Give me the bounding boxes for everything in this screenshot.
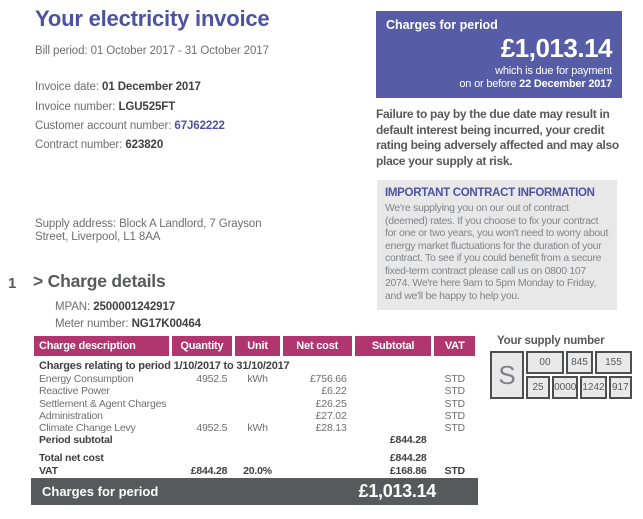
charge-details-heading: > Charge details <box>33 271 166 291</box>
col-vat: VAT <box>434 336 475 356</box>
col-net-cost: Net cost <box>283 336 352 356</box>
subtotal <box>355 385 432 397</box>
supply-number-grid <box>526 351 632 399</box>
invoice-meta-block <box>35 78 225 137</box>
quantity: £844.28 <box>190 464 228 477</box>
summary-label: Period subtotal <box>39 434 113 447</box>
table-row <box>34 398 475 410</box>
contract-info-body: We're supplying you on our out of contract (deemed) rates. If you choose to fix your contract for one or two years, you won't need to worry about energy market fluctuations for the duration of your contract. To see if you could benefit from a secure fixed-term contract please call us on 0800 107 2074. We're here 9am to 5pm Monday to Friday, and we'll be happy to help you. <box>385 202 609 302</box>
charges-box-heading: Charges for period <box>386 18 498 32</box>
table-header-row <box>34 336 475 356</box>
vat-code: STD <box>444 409 465 422</box>
unit <box>235 410 280 422</box>
due-prefix: on or before <box>459 78 520 90</box>
unit <box>235 434 280 446</box>
subtotal <box>355 410 432 422</box>
quantity <box>172 398 233 410</box>
net-cost <box>283 452 352 464</box>
vat-code <box>434 452 475 464</box>
mpan-value: 2500001242917 <box>93 301 176 313</box>
total-net-cost-row <box>34 452 475 464</box>
supply-number-cell: 25 <box>526 376 550 399</box>
unit: kWh <box>247 422 268 435</box>
table-row <box>34 385 475 397</box>
total-bar-label: Charges for period <box>42 484 159 499</box>
summary-label: VAT <box>39 464 58 477</box>
section-number: 1 <box>8 275 17 292</box>
col-unit: Unit <box>235 336 280 356</box>
charge-description: Reactive Power <box>39 385 110 398</box>
vat-row <box>34 465 475 477</box>
col-subtotal: Subtotal <box>355 336 432 356</box>
table-row <box>34 422 475 434</box>
charges-for-period-box <box>376 11 622 98</box>
contract-number-value: 623820 <box>125 139 164 151</box>
supply-address-value: Block A Landlord, 7 Grayson Street, Liverpool, L1 8AA <box>35 218 262 243</box>
due-date: 22 December 2017 <box>519 78 612 90</box>
customer-account-line <box>35 117 225 137</box>
contract-number-line <box>35 139 163 151</box>
quantity <box>172 434 233 446</box>
net-cost: £27.02 <box>315 409 347 422</box>
period-section-label: Charges relating to period 1/10/2017 to 31/10/2017 <box>39 360 290 372</box>
bill-period-value: 01 October 2017 - 31 October 2017 <box>90 45 269 57</box>
col-charge-description: Charge description <box>34 336 169 356</box>
bill-period-line <box>35 45 269 57</box>
net-cost: £26.25 <box>315 397 347 410</box>
invoice-number-value: LGU525FT <box>118 100 176 113</box>
vat-code <box>434 434 475 446</box>
unit <box>235 452 280 464</box>
page-title: Your electricity invoice <box>35 6 270 31</box>
supply-number-cell: 917 <box>609 376 632 399</box>
quantity: 4952.5 <box>196 373 228 386</box>
contract-info-box <box>377 180 617 310</box>
period-section-row <box>34 356 475 373</box>
contract-info-heading: IMPORTANT CONTRACT INFORMATION <box>385 187 595 199</box>
subtotal: £168.86 <box>389 464 427 477</box>
unit: kWh <box>247 373 268 386</box>
supply-number-prefix: S <box>490 351 524 399</box>
vat-code: STD <box>444 385 465 398</box>
vat-code: STD <box>444 373 465 386</box>
bill-period-label: Bill period: <box>35 45 88 57</box>
subtotal <box>355 422 432 434</box>
vat-code: STD <box>444 397 465 410</box>
supply-number-cell: 155 <box>595 351 632 374</box>
charges-box-due <box>386 65 612 91</box>
customer-account-label: Customer account number: <box>35 120 172 132</box>
quantity <box>172 385 233 397</box>
supply-number-cell: 00 <box>526 351 564 374</box>
total-bar-amount: £1,013.14 <box>358 481 436 501</box>
net-cost: £6.22 <box>321 385 347 398</box>
supply-number-top-row <box>526 351 632 374</box>
total-charges-bar <box>31 478 478 505</box>
supply-number-bottom-row <box>526 376 632 399</box>
subtotal <box>355 398 432 410</box>
vat-code: STD <box>444 422 465 435</box>
supply-number-box <box>490 351 632 399</box>
meter-number-value: NG17K00464 <box>131 318 201 330</box>
meter-number-label: Meter number: <box>55 318 129 330</box>
quantity <box>172 452 233 464</box>
due-line: which is due for payment <box>495 65 612 77</box>
net-cost: £756.66 <box>310 373 347 386</box>
supply-address-label: Supply address: <box>35 218 116 230</box>
unit: 20.0% <box>243 464 272 477</box>
subtotal: £844.28 <box>389 452 427 465</box>
net-cost <box>283 434 352 446</box>
supply-number-label: Your supply number <box>497 335 605 347</box>
quantity <box>172 410 233 422</box>
charge-description: Energy Consumption <box>39 373 134 386</box>
quantity: 4952.5 <box>196 422 228 435</box>
contract-number-label: Contract number: <box>35 139 123 151</box>
unit <box>235 385 280 397</box>
period-subtotal-row <box>34 434 475 446</box>
subtotal <box>355 373 432 385</box>
subtotal: £844.28 <box>389 434 427 447</box>
mpan-line <box>55 301 175 313</box>
supply-number-cell: 0000 <box>552 376 578 399</box>
col-quantity: Quantity <box>172 336 233 356</box>
charge-table <box>31 336 478 477</box>
invoice-date-label: Invoice date: <box>35 81 99 93</box>
mpan-label: MPAN: <box>55 301 91 313</box>
charge-description: Settlement & Agent Charges <box>39 397 167 410</box>
invoice-number-label: Invoice number: <box>35 100 116 113</box>
invoice-date-line <box>35 78 225 98</box>
table-row <box>34 373 475 385</box>
table-row <box>34 410 475 422</box>
supply-number-cell: 845 <box>566 351 593 374</box>
charge-description: Climate Change Levy <box>39 422 136 435</box>
vat-code: STD <box>444 464 465 477</box>
meter-number-line <box>55 318 201 330</box>
customer-account-value: 67J62222 <box>174 120 225 132</box>
net-cost: £28.13 <box>315 422 347 435</box>
charges-box-amount: £1,013.14 <box>500 33 612 63</box>
charge-description: Administration <box>39 409 103 422</box>
invoice-number-line <box>35 98 225 118</box>
net-cost <box>283 465 352 477</box>
supply-number-cell: 1242 <box>580 376 606 399</box>
supply-address <box>35 218 280 244</box>
invoice-date-value: 01 December 2017 <box>102 81 201 93</box>
late-payment-warning: Failure to pay by the due date may result in default interest being incurred, your credit rating being adversely affected and may also place your supply at risk. <box>376 107 619 168</box>
summary-label: Total net cost <box>39 452 104 465</box>
unit <box>235 398 280 410</box>
